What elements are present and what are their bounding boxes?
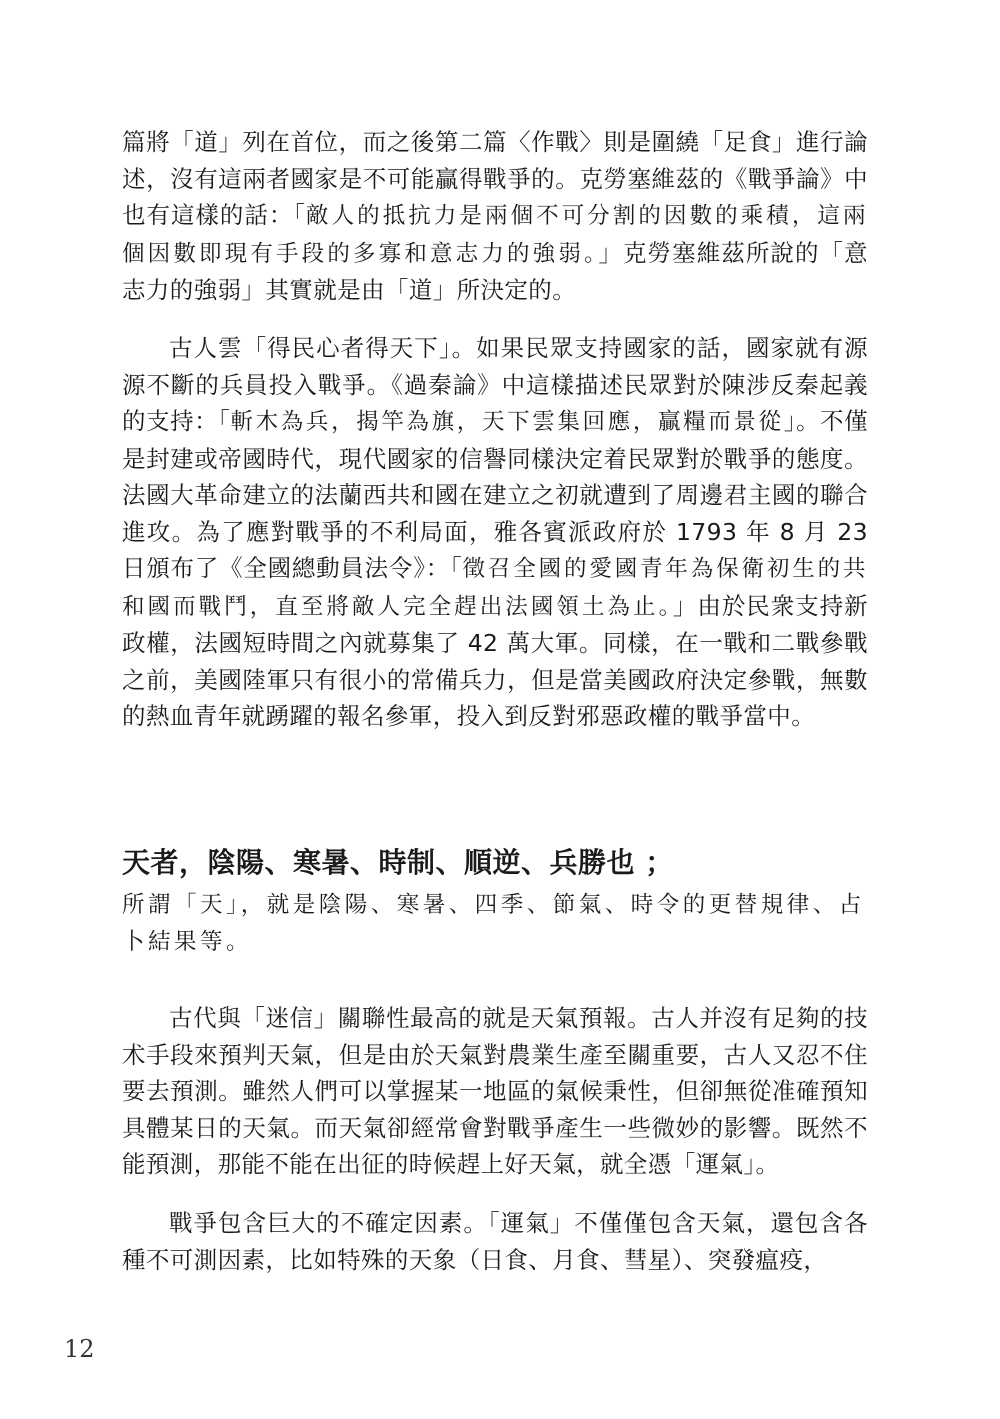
section-heading: 天者，陰陽、寒暑、時制、順逆、兵勝也 ； [122, 846, 674, 879]
text-segment: 」克勞塞維茲所說的「意志力的強弱」其實就是由「道」所決定的。 [122, 238, 868, 304]
body-paragraph [122, 1205, 868, 1278]
quoted-text: 敵人的抵抗力是兩個不可分割的因數的乘積，這兩個因數即現有手段的多寡和意志力的強弱。 [122, 203, 868, 267]
quoted-text: 徵召全國的愛國青年為保衛初生的共和國而戰鬥，直至將敵人完全趕出法國領土為止。 [122, 556, 868, 620]
body-paragraph [122, 330, 868, 735]
quoted-text: 斬木為兵，揭竿為旗，天下雲集回應，贏糧而景從 [230, 409, 784, 435]
text-segment: 古代與「迷信」關聯性最高的就是天氣預報。古人并沒有足夠的技术手段來預判天氣，但是由於天氣對農業生產至關重要，古人又忍不住要去預測。雖然人們可以掌握某一地區的氣候秉性，但卻無從准確預知具體某日的天氣。而天氣卻經常會對戰爭產生一些微妙的影響。既然不能預測，那能不能在出征的時候趕上好天氣，就全憑「運氣」。 [122, 1004, 868, 1178]
text-segment: 」由於民衆支持新政權，法國短時間之內就募集了 42 萬大軍。同樣，在一戰和二戰參戰之前，美國陸軍只有很小的常備兵力，但是當美國政府決定參戰，無數的熱血青年就踴躍的報名參軍，投入到反對邪惡政權的戰爭當中。 [122, 591, 868, 730]
page-number: 12 [64, 1335, 95, 1363]
body-paragraph [122, 124, 868, 309]
text-segment: 古人雲「得民心者得天下」。如果民眾支持國家的話，國家就有源源不斷的兵員投入戰爭。《過秦論》中這樣描述民眾對於陳涉反秦起義的支持：「 [122, 334, 868, 435]
text-segment: 篇將「道」列在首位，而之後第二篇〈作戰〉則是圍繞「足食」進行論述，沒有這兩者國家是不可能贏得戰爭的。克勞塞維茲的《戰爭論》中也有這樣的話：「 [122, 128, 868, 229]
section-subheading: 所謂「天」，就是陰陽、寒暑、四季、節氣、時令的更替規律、占卜結果等。 [122, 892, 865, 955]
body-paragraph [122, 1000, 868, 1183]
text-segment: 戰爭包含巨大的不確定因素。「運氣」不僅僅包含天氣，還包含各種不可測因素，比如特殊的天象（日食、月食、彗星）、突發瘟疫， [122, 1209, 868, 1274]
text-segment: 」。不僅是封建或帝國時代，現代國家的信譽同樣決定着民眾對於戰爭的態度。法國大革命建立的法蘭西共和國在建立之初就遭到了周邊君主國的聯合進攻。為了應對戰爭的不利局面，雅各賓派政府於 1793 年 8 月 23 日頒布了《全國總動員法令》：「 [122, 407, 868, 582]
